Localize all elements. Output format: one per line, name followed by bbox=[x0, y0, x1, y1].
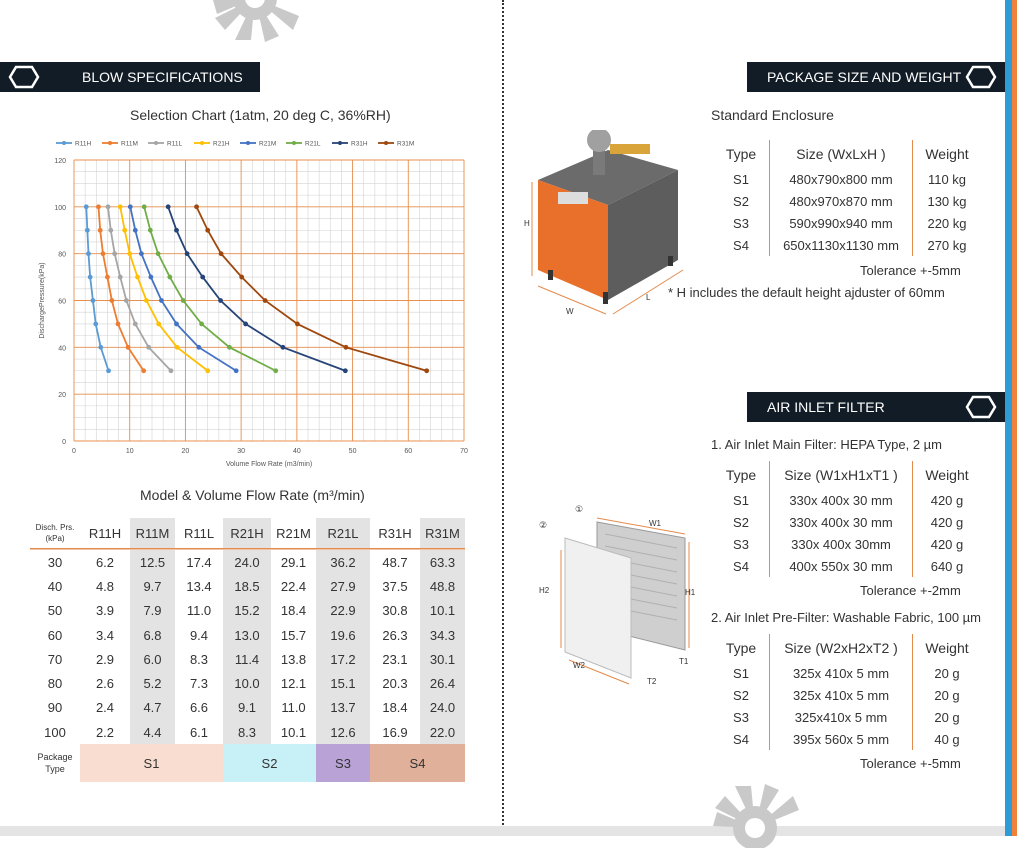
flow-cell: 63.3 bbox=[420, 550, 465, 574]
legend-label: R11L bbox=[167, 140, 183, 148]
table-row bbox=[713, 234, 981, 256]
data-point bbox=[159, 298, 164, 303]
flow-cell: 48.7 bbox=[382, 554, 408, 570]
legend-label: R11M bbox=[121, 140, 138, 148]
table-row bbox=[713, 212, 981, 234]
legend-marker bbox=[108, 141, 112, 145]
data-point bbox=[133, 228, 138, 233]
weight-cell: 270 kg bbox=[927, 237, 967, 253]
type-cell: S4 bbox=[713, 234, 770, 256]
table-row bbox=[30, 574, 465, 598]
type-header: Type bbox=[713, 140, 770, 168]
legend-marker bbox=[246, 141, 250, 145]
table-row bbox=[30, 599, 465, 623]
flow-cell: 20.3 bbox=[382, 676, 408, 692]
data-point bbox=[194, 204, 199, 209]
main-filter-table bbox=[713, 461, 981, 577]
size-cell: 480x790x800 mm bbox=[770, 168, 913, 190]
data-point bbox=[101, 251, 106, 256]
size-header: Size (W1xH1xT1 ) bbox=[770, 461, 913, 489]
type-cell: S1 bbox=[713, 489, 770, 511]
table-row bbox=[713, 555, 981, 577]
flow-cell: 26.3 bbox=[382, 627, 408, 643]
data-point bbox=[86, 251, 91, 256]
flow-cell: 6.1 bbox=[189, 724, 209, 740]
flow-cell: 18.4 bbox=[382, 700, 408, 716]
weight-header: Weight bbox=[925, 467, 969, 483]
blow-spec-title: BLOW SPECIFICATIONS bbox=[82, 69, 243, 85]
package-cell-s3: S3 bbox=[316, 744, 370, 782]
main-filter-tolerance: Tolerance +-2mm bbox=[860, 583, 961, 598]
data-point bbox=[166, 204, 171, 209]
dim-h2-label: H2 bbox=[539, 586, 550, 595]
size-header: Size (W2xH2xT2 ) bbox=[770, 634, 913, 662]
table-row bbox=[30, 550, 465, 574]
flow-cell: 2.9 bbox=[95, 651, 115, 667]
package-banner-title: PACKAGE SIZE AND WEIGHT bbox=[767, 69, 962, 85]
dim-w-label: W bbox=[566, 307, 574, 316]
size-cell: 330x 400x 30 mm bbox=[770, 489, 913, 511]
legend-label: R31H bbox=[351, 140, 368, 148]
data-point bbox=[122, 228, 127, 233]
table-row bbox=[713, 533, 981, 555]
data-point bbox=[239, 275, 244, 280]
dim-h-label: H bbox=[524, 219, 530, 228]
gear-icon bbox=[695, 778, 815, 848]
size-cell: 400x 550x 30 mm bbox=[770, 555, 913, 577]
data-point bbox=[234, 368, 239, 373]
flow-cell: 2.4 bbox=[95, 700, 115, 716]
data-point bbox=[243, 322, 248, 327]
pressure-cell: 60 bbox=[47, 627, 63, 643]
data-point bbox=[343, 345, 348, 350]
pressure-cell: 30 bbox=[47, 554, 63, 570]
pressure-cell: 90 bbox=[47, 700, 63, 716]
package-banner bbox=[747, 62, 1005, 92]
model-header: R11M bbox=[130, 518, 175, 548]
hexagon-icon bbox=[8, 65, 40, 89]
type-cell: S3 bbox=[713, 533, 770, 555]
legend-label: R11H bbox=[75, 140, 92, 148]
flow-cell: 23.1 bbox=[382, 651, 408, 667]
y-tick-label: 80 bbox=[58, 251, 66, 259]
data-point bbox=[181, 298, 186, 303]
page-divider bbox=[502, 0, 504, 836]
callout-1: ① bbox=[575, 505, 584, 515]
type-cell: S1 bbox=[713, 168, 770, 190]
type-cell: S1 bbox=[713, 662, 770, 684]
data-point bbox=[118, 204, 123, 209]
package-table bbox=[713, 140, 981, 256]
data-point bbox=[106, 204, 111, 209]
table-row bbox=[713, 728, 981, 750]
data-point bbox=[96, 204, 101, 209]
page-edge-blue bbox=[1005, 0, 1012, 836]
flow-cell: 6.8 bbox=[130, 623, 175, 647]
data-point bbox=[91, 298, 96, 303]
x-tick-label: 70 bbox=[460, 448, 468, 455]
size-cell: 325x 410x 5 mm bbox=[770, 662, 913, 684]
pre-filter-title: 2. Air Inlet Pre-Filter: Washable Fabric, 100 µm bbox=[711, 610, 981, 625]
y-tick-label: 20 bbox=[58, 392, 66, 400]
flow-cell: 15.2 bbox=[223, 599, 271, 623]
data-point bbox=[200, 275, 205, 280]
type-cell: S2 bbox=[713, 190, 770, 212]
flow-rate-table bbox=[30, 518, 465, 782]
data-point bbox=[85, 228, 90, 233]
data-point bbox=[88, 275, 93, 280]
chart-title: Selection Chart (1atm, 20 deg C, 36%RH) bbox=[130, 107, 391, 123]
flow-cell: 17.2 bbox=[316, 647, 370, 671]
y-tick-label: 120 bbox=[54, 158, 66, 165]
weight-cell: 420 g bbox=[930, 492, 964, 508]
x-tick-label: 0 bbox=[72, 448, 76, 455]
pressure-cell: 50 bbox=[47, 603, 63, 619]
data-point bbox=[144, 298, 149, 303]
flow-cell: 34.3 bbox=[420, 623, 465, 647]
weight-cell: 220 kg bbox=[927, 215, 967, 231]
flow-cell: 9.7 bbox=[130, 574, 175, 598]
data-point bbox=[148, 275, 153, 280]
data-point bbox=[424, 368, 429, 373]
legend-label: R21H bbox=[213, 140, 230, 148]
callout-2: ② bbox=[539, 521, 548, 531]
data-point bbox=[133, 322, 138, 327]
x-tick-label: 40 bbox=[292, 448, 301, 455]
data-point bbox=[175, 345, 180, 350]
data-point bbox=[105, 275, 110, 280]
data-point bbox=[205, 368, 210, 373]
data-point bbox=[93, 322, 98, 327]
dim-h1-label: H1 bbox=[685, 588, 696, 597]
data-point bbox=[227, 345, 232, 350]
model-header: R21H bbox=[223, 518, 271, 548]
dim-w2-label: W2 bbox=[573, 661, 585, 670]
pre-filter-table bbox=[713, 634, 981, 750]
flow-cell: 15.7 bbox=[280, 627, 307, 643]
legend-marker bbox=[62, 141, 66, 145]
legend-label: R21L bbox=[305, 140, 321, 148]
data-point bbox=[167, 275, 172, 280]
pre-filter-tolerance: Tolerance +-5mm bbox=[860, 756, 961, 771]
y-tick-label: 60 bbox=[58, 298, 66, 306]
data-point bbox=[148, 228, 153, 233]
weight-cell: 420 g bbox=[930, 536, 964, 552]
flow-cell: 4.8 bbox=[95, 578, 115, 594]
data-point bbox=[263, 298, 268, 303]
flow-cell: 15.1 bbox=[316, 671, 370, 695]
model-header: R31M bbox=[420, 518, 465, 548]
flow-cell: 11.0 bbox=[281, 700, 306, 716]
size-cell: 330x 400x 30 mm bbox=[770, 511, 913, 533]
legend-label: R31M bbox=[397, 140, 415, 148]
weight-cell: 20 g bbox=[934, 665, 960, 681]
table-row bbox=[713, 706, 981, 728]
y-axis-label: DischargePressure(kPa) bbox=[39, 262, 46, 339]
flow-cell: 18.4 bbox=[280, 603, 307, 619]
model-header: R21L bbox=[316, 518, 370, 548]
weight-cell: 20 g bbox=[934, 709, 960, 725]
x-tick-label: 20 bbox=[181, 448, 190, 455]
hexagon-icon bbox=[965, 395, 997, 419]
flow-cell: 36.2 bbox=[316, 550, 370, 574]
data-point bbox=[127, 251, 132, 256]
x-tick-label: 60 bbox=[404, 448, 413, 455]
flow-cell: 18.5 bbox=[223, 574, 271, 598]
data-point bbox=[135, 275, 140, 280]
flow-cell: 6.2 bbox=[95, 554, 115, 570]
data-point bbox=[139, 251, 144, 256]
legend-marker bbox=[384, 141, 388, 145]
dim-t1-label: T1 bbox=[679, 657, 689, 666]
x-tick-label: 10 bbox=[125, 448, 134, 455]
flow-cell: 13.8 bbox=[280, 651, 307, 667]
data-point bbox=[199, 322, 204, 327]
legend-marker bbox=[200, 141, 204, 145]
flow-cell: 10.0 bbox=[223, 671, 271, 695]
weight-cell: 110 kg bbox=[927, 171, 967, 187]
package-cell-s1: S1 bbox=[80, 744, 223, 782]
pressure-cell: 70 bbox=[47, 651, 63, 667]
flow-cell: 22.0 bbox=[420, 720, 465, 744]
type-cell: S4 bbox=[713, 728, 770, 750]
flow-cell: 9.1 bbox=[223, 696, 271, 720]
data-point bbox=[185, 251, 190, 256]
data-point bbox=[196, 345, 201, 350]
model-header: R11L bbox=[183, 525, 215, 541]
weight-cell: 20 g bbox=[934, 687, 960, 703]
data-point bbox=[146, 345, 151, 350]
data-point bbox=[126, 345, 131, 350]
hexagon-icon bbox=[965, 65, 997, 89]
gear-icon bbox=[195, 0, 315, 48]
data-point bbox=[118, 275, 123, 280]
data-point bbox=[116, 322, 121, 327]
flow-cell: 30.8 bbox=[382, 603, 408, 619]
data-point bbox=[142, 204, 147, 209]
x-tick-label: 30 bbox=[237, 448, 246, 455]
data-point bbox=[108, 228, 113, 233]
table-row bbox=[713, 662, 981, 684]
data-point bbox=[169, 368, 174, 373]
table-row bbox=[713, 190, 981, 212]
dim-t2-label: T2 bbox=[647, 677, 657, 686]
flow-cell: 24.0 bbox=[223, 550, 271, 574]
data-point bbox=[98, 345, 103, 350]
main-filter-title: 1. Air Inlet Main Filter: HEPA Type, 2 µm bbox=[711, 437, 942, 452]
flow-cell: 48.8 bbox=[420, 574, 465, 598]
flow-cell: 10.1 bbox=[420, 599, 465, 623]
package-cell-s2: S2 bbox=[223, 744, 316, 782]
type-cell: S2 bbox=[713, 684, 770, 706]
type-cell: S2 bbox=[713, 511, 770, 533]
size-cell: 325x410x 5 mm bbox=[770, 706, 913, 728]
table-row bbox=[30, 647, 465, 671]
flow-cell: 11.4 bbox=[223, 647, 271, 671]
size-cell: 395x 560x 5 mm bbox=[770, 728, 913, 750]
model-header: R21M bbox=[276, 525, 311, 541]
y-tick-label: 0 bbox=[62, 439, 66, 446]
data-point bbox=[98, 228, 103, 233]
flow-cell: 12.5 bbox=[130, 550, 175, 574]
table-row bbox=[30, 720, 465, 744]
weight-header: Weight bbox=[925, 146, 969, 162]
flow-cell: 16.9 bbox=[382, 724, 408, 740]
table-row bbox=[713, 489, 981, 511]
data-point bbox=[205, 228, 210, 233]
flow-cell: 5.2 bbox=[130, 671, 175, 695]
weight-header: Weight bbox=[925, 640, 969, 656]
pressure-cell: 100 bbox=[44, 724, 66, 740]
size-cell: 650x1130x1130 mm bbox=[770, 234, 913, 256]
flow-cell: 9.4 bbox=[189, 627, 209, 643]
data-point bbox=[174, 322, 179, 327]
data-point bbox=[273, 368, 278, 373]
flow-cell: 24.0 bbox=[420, 696, 465, 720]
y-tick-label: 40 bbox=[58, 345, 66, 353]
data-point bbox=[141, 368, 146, 373]
model-header: R31H bbox=[378, 525, 412, 541]
flow-cell: 6.6 bbox=[189, 700, 209, 716]
pressure-cell: 80 bbox=[47, 676, 63, 692]
model-header: R11H bbox=[88, 525, 122, 541]
legend-marker bbox=[154, 141, 158, 145]
package-type-label: Package Type bbox=[37, 752, 73, 775]
package-tolerance: Tolerance +-5mm bbox=[860, 263, 961, 278]
flow-cell: 12.1 bbox=[280, 676, 307, 692]
data-point bbox=[281, 345, 286, 350]
flow-cell: 37.5 bbox=[382, 578, 408, 594]
weight-cell: 420 g bbox=[930, 514, 964, 530]
flow-cell: 4.7 bbox=[130, 696, 175, 720]
flow-cell: 13.0 bbox=[223, 623, 271, 647]
data-point bbox=[84, 204, 89, 209]
weight-cell: 40 g bbox=[934, 731, 960, 747]
flow-cell: 26.4 bbox=[420, 671, 465, 695]
size-header: Size (WxLxH ) bbox=[770, 140, 913, 168]
package-cell-s4: S4 bbox=[370, 744, 465, 782]
size-cell: 590x990x940 mm bbox=[770, 212, 913, 234]
legend-marker bbox=[338, 141, 342, 145]
flow-cell: 17.4 bbox=[186, 554, 212, 570]
type-header: Type bbox=[713, 634, 770, 662]
flow-cell: 29.1 bbox=[280, 554, 307, 570]
flow-cell: 3.9 bbox=[95, 603, 115, 619]
data-point bbox=[128, 204, 133, 209]
type-cell: S3 bbox=[713, 212, 770, 234]
flow-cell: 13.4 bbox=[186, 578, 212, 594]
data-point bbox=[156, 322, 161, 327]
flow-cell: 19.6 bbox=[316, 623, 370, 647]
flow-cell: 13.7 bbox=[316, 696, 370, 720]
enclosure-subtitle: Standard Enclosure bbox=[711, 107, 834, 123]
filter-banner-title: AIR INLET FILTER bbox=[767, 399, 885, 415]
data-point bbox=[124, 298, 129, 303]
type-cell: S3 bbox=[713, 706, 770, 728]
data-point bbox=[106, 368, 111, 373]
table-row bbox=[713, 684, 981, 706]
data-point bbox=[156, 251, 161, 256]
weight-cell: 640 g bbox=[930, 558, 964, 574]
x-tick-label: 50 bbox=[348, 448, 357, 455]
page-bottom-shade bbox=[0, 826, 1005, 836]
flow-cell: 7.9 bbox=[130, 599, 175, 623]
flow-cell: 30.1 bbox=[420, 647, 465, 671]
data-point bbox=[112, 251, 117, 256]
data-point bbox=[109, 298, 114, 303]
table-row bbox=[713, 168, 981, 190]
flow-cell: 10.1 bbox=[280, 724, 307, 740]
type-cell: S4 bbox=[713, 555, 770, 577]
flow-cell: 22.4 bbox=[280, 578, 307, 594]
filter-banner bbox=[747, 392, 1005, 422]
data-point bbox=[219, 251, 224, 256]
data-point bbox=[295, 322, 300, 327]
weight-cell: 130 kg bbox=[927, 193, 967, 209]
x-axis-label: Volume Flow Rate (m3/min) bbox=[225, 461, 313, 468]
type-header: Type bbox=[713, 461, 770, 489]
size-cell: 325x 410x 5 mm bbox=[770, 684, 913, 706]
size-cell: 480x970x870 mm bbox=[770, 190, 913, 212]
pressure-header: Disch. Prs. (kPa) bbox=[35, 523, 75, 543]
dim-w1-label: W1 bbox=[649, 519, 661, 528]
y-tick-label: 100 bbox=[54, 204, 66, 212]
blow-spec-banner bbox=[0, 62, 260, 92]
size-cell: 330x 400x 30mm bbox=[770, 533, 913, 555]
data-point bbox=[218, 298, 223, 303]
data-point bbox=[174, 228, 179, 233]
data-point bbox=[343, 368, 348, 373]
table-row bbox=[30, 671, 465, 695]
legend-marker bbox=[292, 141, 296, 145]
flow-cell: 6.0 bbox=[130, 647, 175, 671]
table-row bbox=[713, 511, 981, 533]
flow-cell: 2.6 bbox=[95, 676, 115, 692]
flow-cell: 4.4 bbox=[130, 720, 175, 744]
flow-cell: 11.0 bbox=[186, 603, 212, 619]
selection-chart bbox=[30, 133, 480, 473]
flow-cell: 3.4 bbox=[95, 627, 115, 643]
enclosure-image bbox=[518, 130, 693, 325]
pressure-cell: 40 bbox=[47, 578, 63, 594]
flow-cell: 27.9 bbox=[316, 574, 370, 598]
flow-cell: 12.6 bbox=[316, 720, 370, 744]
table-row bbox=[30, 696, 465, 720]
flow-cell: 7.3 bbox=[189, 676, 209, 692]
dim-l-label: L bbox=[646, 293, 651, 302]
page-edge-orange bbox=[1012, 0, 1017, 836]
flow-cell: 2.2 bbox=[95, 724, 115, 740]
table-title: Model & Volume Flow Rate (m³/min) bbox=[140, 487, 365, 503]
flow-cell: 8.3 bbox=[223, 720, 271, 744]
table-row bbox=[30, 623, 465, 647]
flow-cell: 22.9 bbox=[316, 599, 370, 623]
filter-image bbox=[535, 500, 700, 690]
flow-cell: 8.3 bbox=[189, 651, 209, 667]
package-note: * H includes the default height ajduster of 60mm bbox=[668, 285, 945, 300]
legend-label: R21M bbox=[259, 140, 277, 148]
